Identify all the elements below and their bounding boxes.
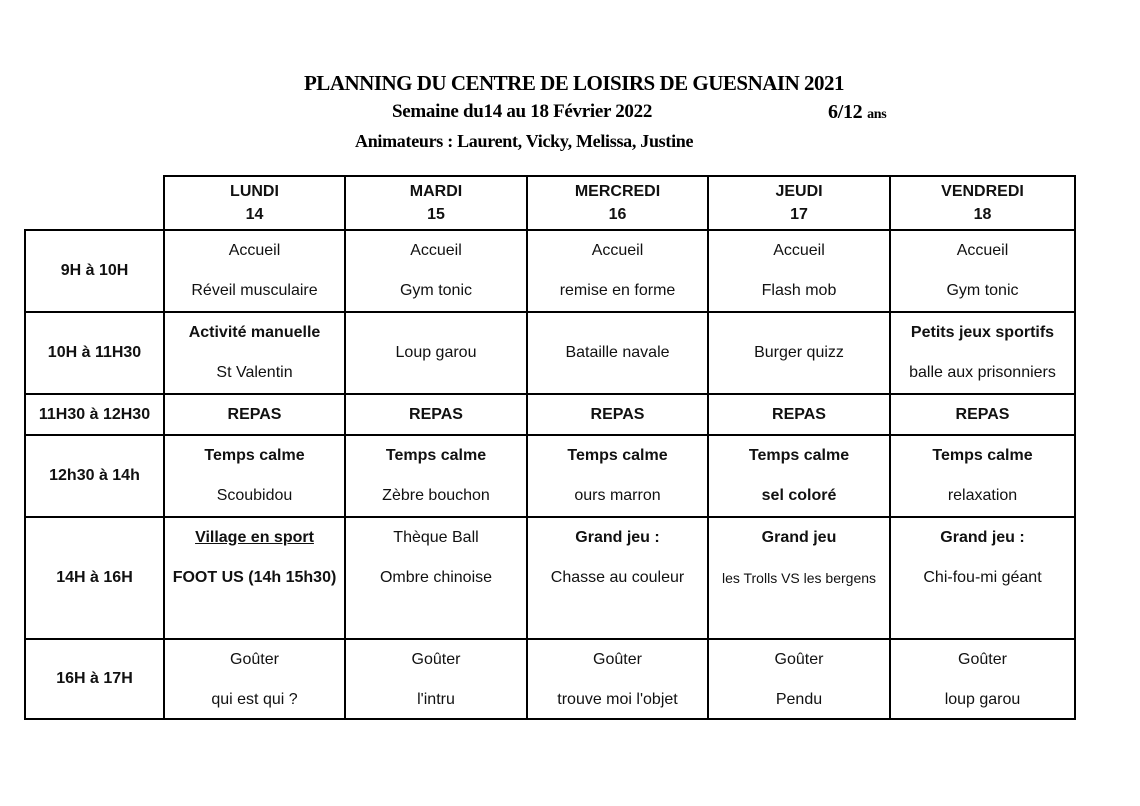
time-slot: 11H30 à 12H30 <box>25 394 164 435</box>
schedule-table <box>24 175 1076 720</box>
activity-cell: Goûter Pendu <box>708 639 890 719</box>
activity-cell: Burger quizz <box>708 312 890 394</box>
activity-cell: Grand jeu : Chasse au couleur <box>527 517 708 639</box>
schedule-row <box>25 230 1075 312</box>
time-slot: 9H à 10H <box>25 230 164 312</box>
activity-cell: REPAS <box>345 394 527 435</box>
time-slot: 12h30 à 14h <box>25 435 164 517</box>
activity-cell: Village en sport FOOT US (14h 15h30) <box>164 517 345 639</box>
activity-cell: Temps calme relaxation <box>890 435 1075 517</box>
day-header-jeudi: JEUDI 17 <box>708 176 890 230</box>
activity-cell: Temps calme ours marron <box>527 435 708 517</box>
schedule-row <box>25 394 1075 435</box>
activity-cell: REPAS <box>708 394 890 435</box>
activity-cell: REPAS <box>164 394 345 435</box>
activity-cell: Goûter l'intru <box>345 639 527 719</box>
age-value: 6/12 <box>828 101 863 123</box>
schedule-row <box>25 639 1075 719</box>
activity-cell: Accueil Réveil musculaire <box>164 230 345 312</box>
corner-cell <box>25 176 164 230</box>
week-range: Semaine du14 au 18 Février 2022 <box>392 101 653 122</box>
activity-cell: REPAS <box>890 394 1075 435</box>
activity-cell: Temps calme Zèbre bouchon <box>345 435 527 517</box>
age-range <box>828 101 886 124</box>
activity-cell: Loup garou <box>345 312 527 394</box>
time-slot: 16H à 17H <box>25 639 164 719</box>
activity-cell: Grand jeu : Chi-fou-mi géant <box>890 517 1075 639</box>
activity-cell: Activité manuelle St Valentin <box>164 312 345 394</box>
activity-cell: Bataille navale <box>527 312 708 394</box>
activity-cell: Thèque Ball Ombre chinoise <box>345 517 527 639</box>
activity-cell: Goûter loup garou <box>890 639 1075 719</box>
day-header-lundi: LUNDI 14 <box>164 176 345 230</box>
day-header-mardi: MARDI 15 <box>345 176 527 230</box>
schedule-row <box>25 312 1075 394</box>
activity-cell: Grand jeu les Trolls VS les bergens <box>708 517 890 639</box>
time-slot: 10H à 11H30 <box>25 312 164 394</box>
activity-cell: Accueil Flash mob <box>708 230 890 312</box>
activity-cell: REPAS <box>527 394 708 435</box>
activity-cell: Goûter trouve moi l'objet <box>527 639 708 719</box>
schedule-row <box>25 517 1075 639</box>
activity-cell: Accueil Gym tonic <box>345 230 527 312</box>
day-header-mercredi: MERCREDI 16 <box>527 176 708 230</box>
animators: Animateurs : Laurent, Vicky, Melissa, Justine <box>355 131 694 151</box>
page-title: PLANNING DU CENTRE DE LOISIRS DE GUESNAIN 2021 <box>303 71 844 95</box>
time-slot: 14H à 16H <box>25 517 164 639</box>
activity-cell: Temps calme Scoubidou <box>164 435 345 517</box>
activity-cell: Temps calme sel coloré <box>708 435 890 517</box>
day-header-row <box>25 176 1075 230</box>
age-unit: ans <box>867 107 887 122</box>
activity-cell: Accueil remise en forme <box>527 230 708 312</box>
activity-cell: Petits jeux sportifs balle aux prisonniers <box>890 312 1075 394</box>
activity-cell: Goûter qui est qui ? <box>164 639 345 719</box>
activity-cell: Accueil Gym tonic <box>890 230 1075 312</box>
day-header-vendredi: VENDREDI 18 <box>890 176 1075 230</box>
schedule-row <box>25 435 1075 517</box>
